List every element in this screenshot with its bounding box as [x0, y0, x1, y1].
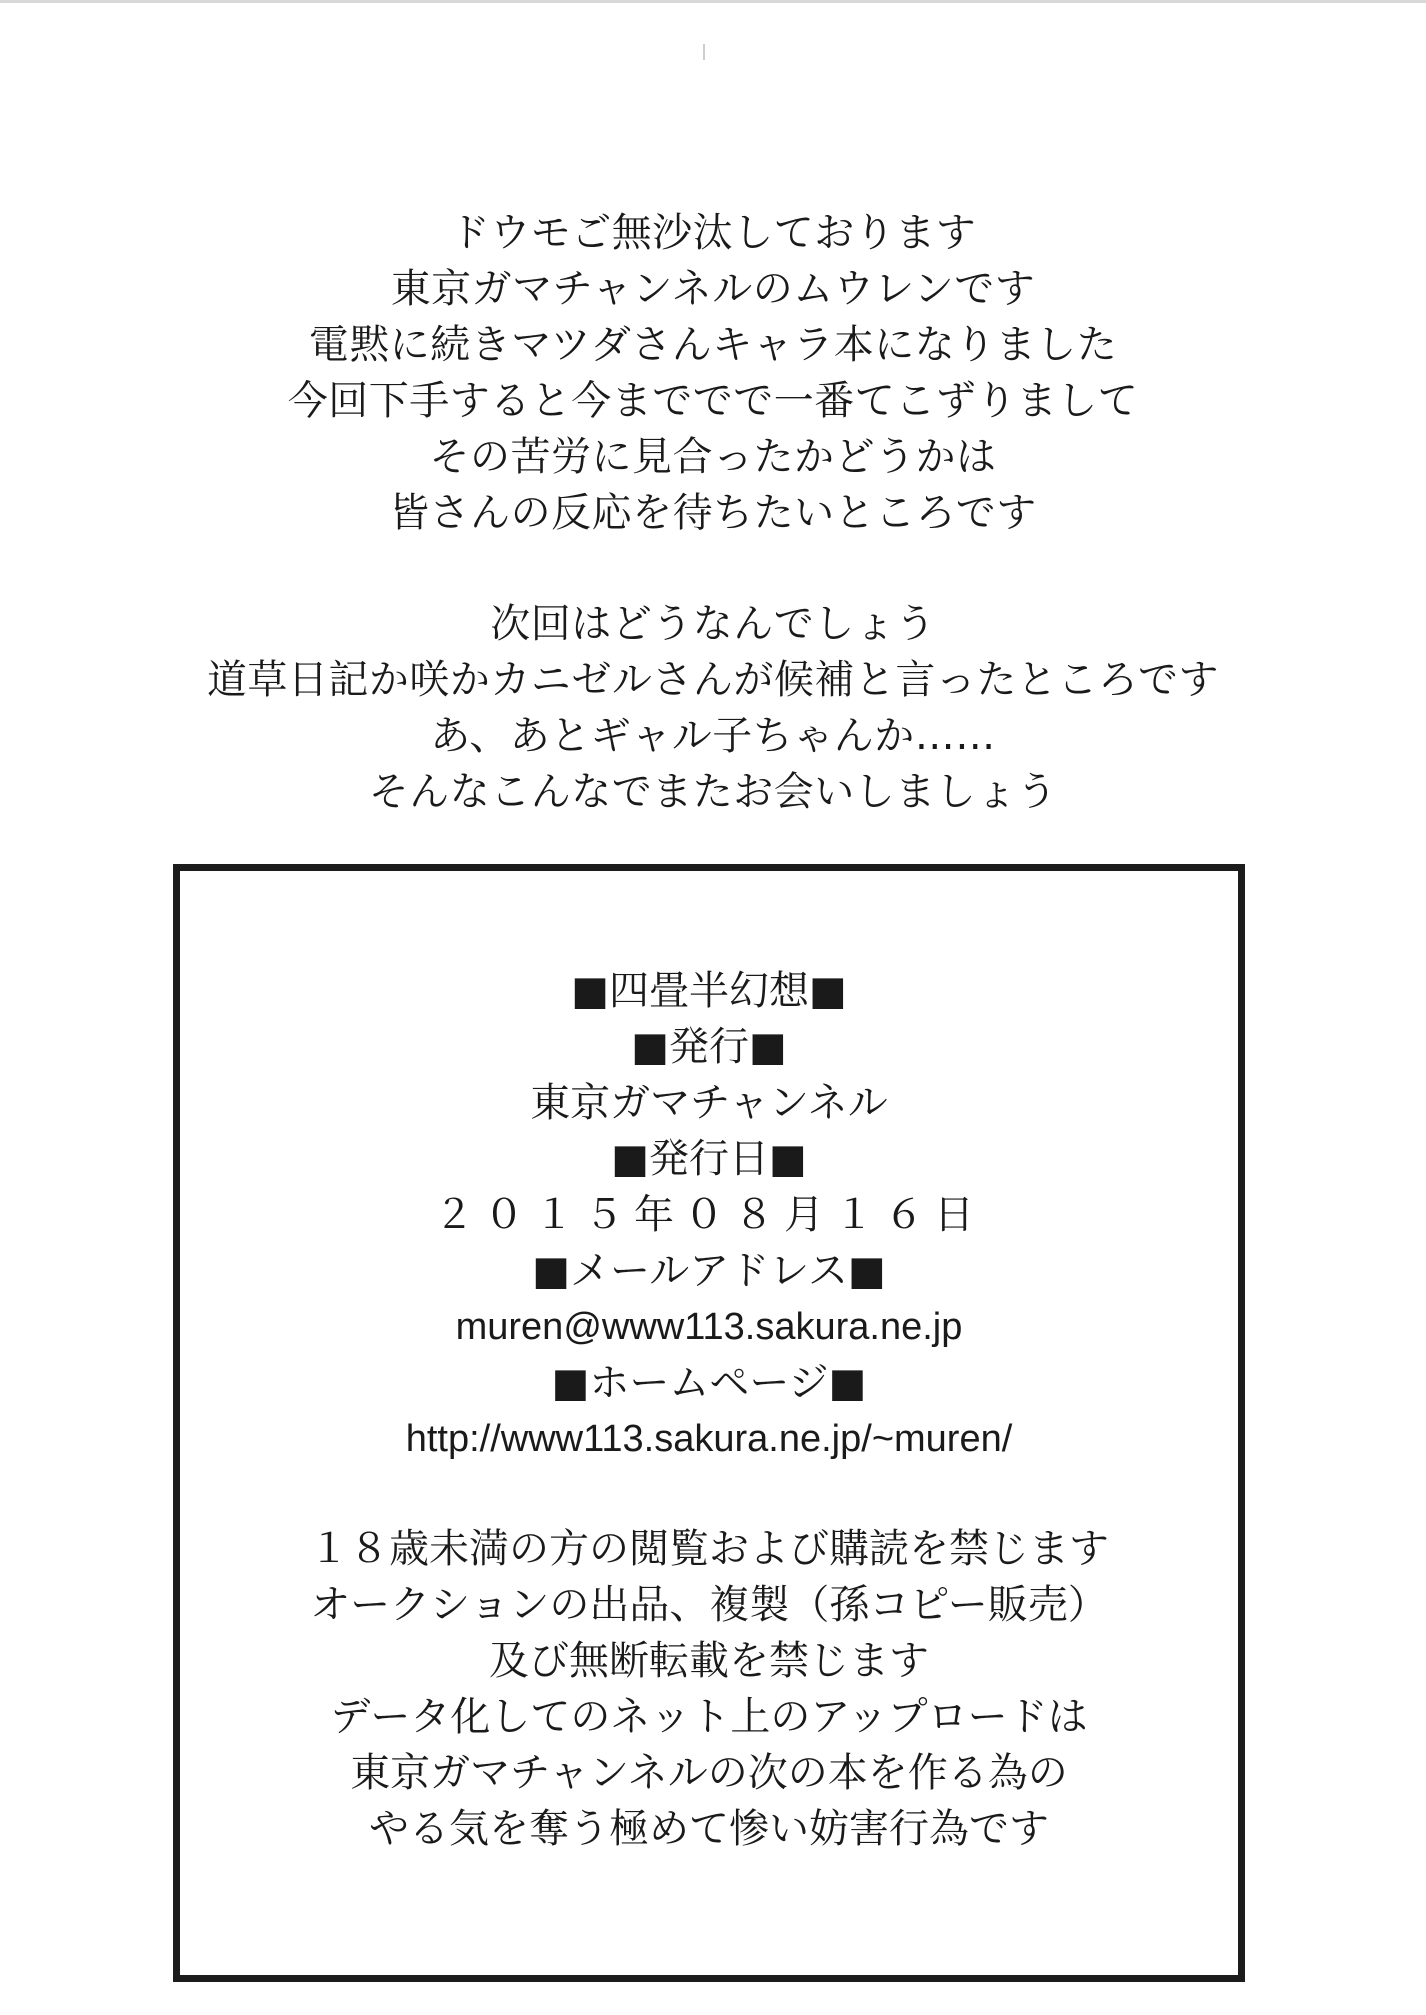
notice-line: やる気を奪う極めて惨い妨害行為です — [369, 1806, 1049, 1852]
notice-line: データ化してのネット上のアップロードは — [330, 1694, 1088, 1740]
afterword-line: あ、あとギャル子ちゃんか…… — [430, 713, 996, 759]
afterword-line: 次回はどうなんでしょう — [490, 601, 936, 647]
afterword-line: ドウモご無沙汰しております — [449, 210, 977, 256]
homepage-url: http://www113.sakura.ne.jp/~muren/ — [405, 1418, 1013, 1460]
publication-date: ２０１５年０８月１６日 — [434, 1192, 984, 1238]
legal-notice — [180, 1521, 1238, 1857]
publisher-heading: ■発行■ — [631, 1024, 787, 1070]
afterword-paragraph-1 — [0, 205, 1426, 541]
notice-line: １８歳未満の方の閲覧および購読を禁じます — [309, 1526, 1109, 1572]
scan-edge — [0, 0, 1426, 3]
afterword-line: その苦労に見合ったかどうかは — [429, 434, 997, 480]
afterword-line: 道草日記か咲かカニゼルさんが候補と言ったところです — [206, 657, 1220, 703]
publisher-name: 東京ガマチャンネル — [530, 1080, 888, 1126]
notice-line: 東京ガマチャンネルの次の本を作る為の — [350, 1750, 1068, 1796]
afterword — [0, 205, 1426, 820]
afterword-paragraph-2 — [0, 596, 1426, 820]
notice-line: 及び無断転載を禁じます — [489, 1638, 929, 1684]
email-address: muren@www113.sakura.ne.jp — [455, 1306, 963, 1348]
homepage-heading: ■ホームページ■ — [551, 1360, 867, 1406]
colophon-title: ■四畳半幻想■ — [571, 968, 847, 1014]
date-heading: ■発行日■ — [611, 1136, 807, 1182]
afterword-line: そんなこんなでまたお会いしましょう — [368, 769, 1058, 815]
email-heading: ■メールアドレス■ — [532, 1248, 886, 1294]
colophon-content — [180, 963, 1238, 1857]
afterword-line: 今回下手すると今まででで一番てこずりまして — [287, 378, 1139, 424]
notice-line: オークションの出品、複製（孫コピー販売） — [310, 1582, 1108, 1628]
scan-mark — [703, 44, 705, 60]
colophon-box — [173, 864, 1245, 1982]
afterword-line: 東京ガマチャンネルのムウレンです — [390, 266, 1036, 312]
afterword-line: 皆さんの反応を待ちたいところです — [389, 490, 1037, 536]
afterword-line: 電黙に続きマツダさんキャラ本になりました — [308, 322, 1118, 368]
